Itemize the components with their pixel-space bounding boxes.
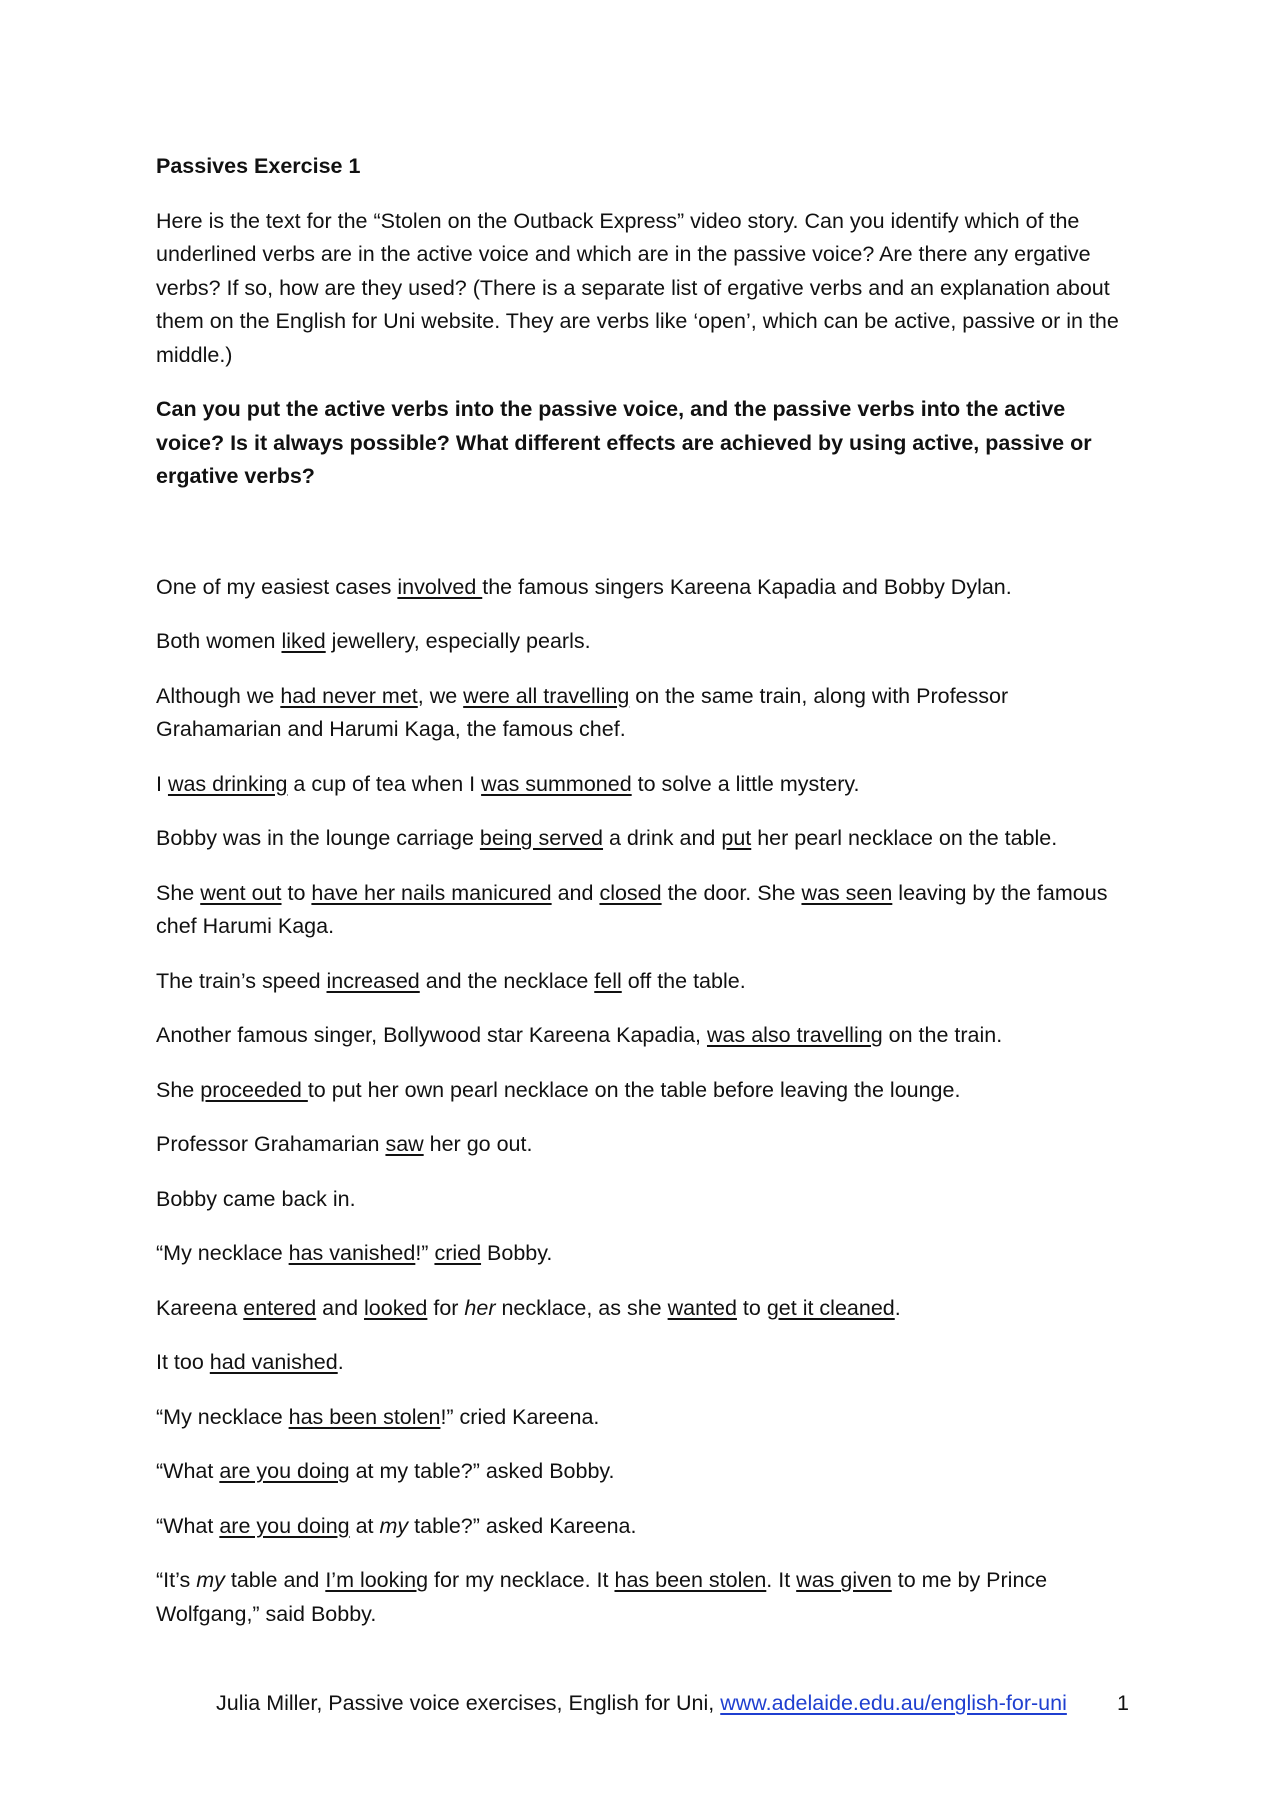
story-paragraph [156, 1128, 1136, 1162]
story-text-run: her pearl necklace on the table. [751, 826, 1058, 850]
story-text-run: One of my easiest cases [156, 574, 398, 599]
story-text-run: for my necklace. It [428, 1568, 615, 1592]
story-text-run: , we [417, 683, 464, 708]
story-text-run: her go out. [423, 1132, 533, 1156]
underlined-verb: I’m looking [325, 1568, 429, 1592]
story-text-run: Although we [156, 683, 281, 708]
story-paragraph [156, 768, 1136, 802]
underlined-verb: has been stolen [288, 1404, 441, 1429]
story-text-run: to [736, 1295, 767, 1320]
story-text-run: on the same train, along with Professor Grahamarian and Harumi Kaga, the famous chef. [156, 683, 1009, 741]
story-text-run: Another famous singer, Bollywood star Kareena Kapadia, [156, 1023, 707, 1047]
story-paragraph [156, 625, 1136, 659]
underlined-verb: was also travelling [706, 1023, 883, 1047]
underlined-verb: wanted [667, 1295, 737, 1320]
underlined-verb: get it cleaned [766, 1295, 895, 1320]
story-text-run: Bobby was in the lounge carriage [156, 826, 480, 850]
story-text-run: “My necklace [156, 1241, 289, 1265]
story-text-run: leaving by the famous chef Harumi Kaga. [156, 880, 1108, 938]
intro-paragraph [156, 205, 1136, 373]
footer-citation [216, 1688, 1067, 1718]
story-paragraph [156, 680, 1136, 747]
story-text-run: table and [224, 1568, 326, 1592]
intro-text: Here is the text for the “Stolen on the Outback Express” video story. Can you identify which of the underlined verbs are in the active voice and which are in the passive voice? Are there any ergative verbs? If so, how are they used? (There is a separate list of ergative verbs and an explanation about them on the English for Uni website. They are verbs like ‘open’, which can be active, passive or in the middle.) [156, 208, 1119, 367]
page-number: 1 [1117, 1691, 1129, 1715]
story-text-run: at [349, 1513, 380, 1538]
underlined-verb: liked [281, 629, 326, 653]
story-text-run: to solve a little mystery. [631, 771, 860, 796]
story-text-run: !” [415, 1241, 435, 1265]
underlined-verb: were all travelling [463, 683, 630, 708]
exercise-question: Can you put the active verbs into the passive voice, and the passive verbs into the active voice? Is it always possible? What different effects are achieved by using active, passive or ergative verbs? [156, 397, 1092, 488]
underlined-verb: put [721, 826, 752, 850]
story-paragraph [156, 1183, 1136, 1217]
story-paragraph [156, 822, 1136, 856]
story-text-run: on the train. [882, 1023, 1003, 1047]
story-paragraph [156, 1074, 1136, 1108]
story-text-run: to [281, 880, 312, 905]
underlined-verb: being served [479, 826, 604, 850]
story-paragraph [156, 965, 1136, 999]
underlined-verb: proceeded [200, 1077, 308, 1102]
story-paragraph [156, 1346, 1136, 1380]
story-text-run: “What [156, 1459, 220, 1483]
story-text-run: and [316, 1295, 365, 1320]
underlined-verb: had vanished [209, 1350, 338, 1374]
story-paragraph [156, 1564, 1136, 1631]
underlined-verb: looked [364, 1295, 428, 1320]
document-page [156, 150, 1136, 1652]
underlined-verb: was given [796, 1568, 892, 1592]
story-text-run: Bobby. [481, 1241, 553, 1265]
story-text-run: It too [156, 1350, 210, 1374]
underlined-verb: involved [397, 574, 483, 599]
story-text-run: and [551, 880, 600, 905]
story-text-run: for [427, 1295, 465, 1320]
story-text-run: to me by Prince Wolfgang,” said Bobby. [156, 1568, 1048, 1626]
story-paragraph [156, 1455, 1136, 1489]
underlined-verb: was drinking [167, 771, 288, 796]
story-text-run: and the necklace [419, 968, 595, 993]
story-text-run: jewellery, especially pearls. [325, 629, 591, 653]
story-text-run: at my table?” asked Bobby. [349, 1459, 615, 1483]
story-text-run: Kareena [156, 1295, 244, 1320]
story-text-run: Bobby came back in. [156, 1186, 356, 1211]
section-spacer [156, 515, 1136, 571]
underlined-verb: fell [594, 968, 622, 993]
story-text-run: Both women [156, 629, 282, 653]
underlined-verb: increased [326, 968, 420, 993]
footer-text: Julia Miller, Passive voice exercises, English for Uni, [216, 1691, 721, 1715]
underlined-verb: was seen [801, 880, 893, 905]
story-paragraph [156, 1401, 1136, 1435]
story-text-run: necklace, as she [495, 1295, 668, 1320]
story-text-run: She [156, 880, 201, 905]
story-text-run: “My necklace [156, 1404, 289, 1429]
underlined-verb: have her nails manicured [311, 880, 552, 905]
underlined-verb: went out [200, 880, 282, 905]
exercise-title: Passives Exercise 1 [156, 154, 361, 178]
underlined-verb: had never met [280, 683, 418, 708]
story-paragraph [156, 571, 1136, 605]
story-text-run: . It [766, 1568, 797, 1592]
emphasized-word: my [379, 1513, 409, 1538]
story-paragraph [156, 1510, 1136, 1544]
story-paragraph [156, 1237, 1136, 1271]
story-text-run: a cup of tea when I [287, 771, 482, 796]
story-text-run: Professor Grahamarian [156, 1132, 386, 1156]
story-text-run: to put her own pearl necklace on the table before leaving the lounge. [307, 1077, 961, 1102]
story-paragraph [156, 1292, 1136, 1326]
story-text-run: a drink and [603, 826, 722, 850]
story-text-run: the door. She [661, 880, 802, 905]
underlined-verb: closed [599, 880, 662, 905]
story-text-run: the famous singers Kareena Kapadia and Bobby Dylan. [482, 574, 1012, 599]
underlined-verb: was summoned [481, 771, 632, 796]
underlined-verb: cried [434, 1241, 482, 1265]
story-text-run: off the table. [621, 968, 746, 993]
emphasized-word: her [464, 1295, 496, 1320]
underlined-verb: saw [385, 1132, 424, 1156]
story-text-run: !” cried Kareena. [440, 1404, 600, 1429]
intro-section [156, 205, 1136, 373]
story-text-run: I [156, 771, 168, 796]
footer-website-link[interactable]: www.adelaide.edu.au/english-for-uni [720, 1691, 1067, 1715]
underlined-verb: has been stolen [614, 1568, 767, 1592]
emphasized-word: my [196, 1568, 225, 1592]
underlined-verb: are you doing [219, 1513, 350, 1538]
underlined-verb: has vanished [288, 1241, 416, 1265]
story-text-run: “It’s [156, 1568, 197, 1592]
story-text-run: “What [156, 1513, 220, 1538]
story-text [156, 571, 1136, 1632]
story-text-run: She [156, 1077, 201, 1102]
story-paragraph [156, 1019, 1136, 1053]
story-text-run: . [337, 1350, 344, 1374]
underlined-verb: are you doing [219, 1459, 350, 1483]
underlined-verb: entered [243, 1295, 317, 1320]
story-text-run: table?” asked Kareena. [408, 1513, 637, 1538]
story-paragraph [156, 877, 1136, 944]
story-text-run: . [894, 1295, 901, 1320]
story-text-run: The train’s speed [156, 968, 327, 993]
